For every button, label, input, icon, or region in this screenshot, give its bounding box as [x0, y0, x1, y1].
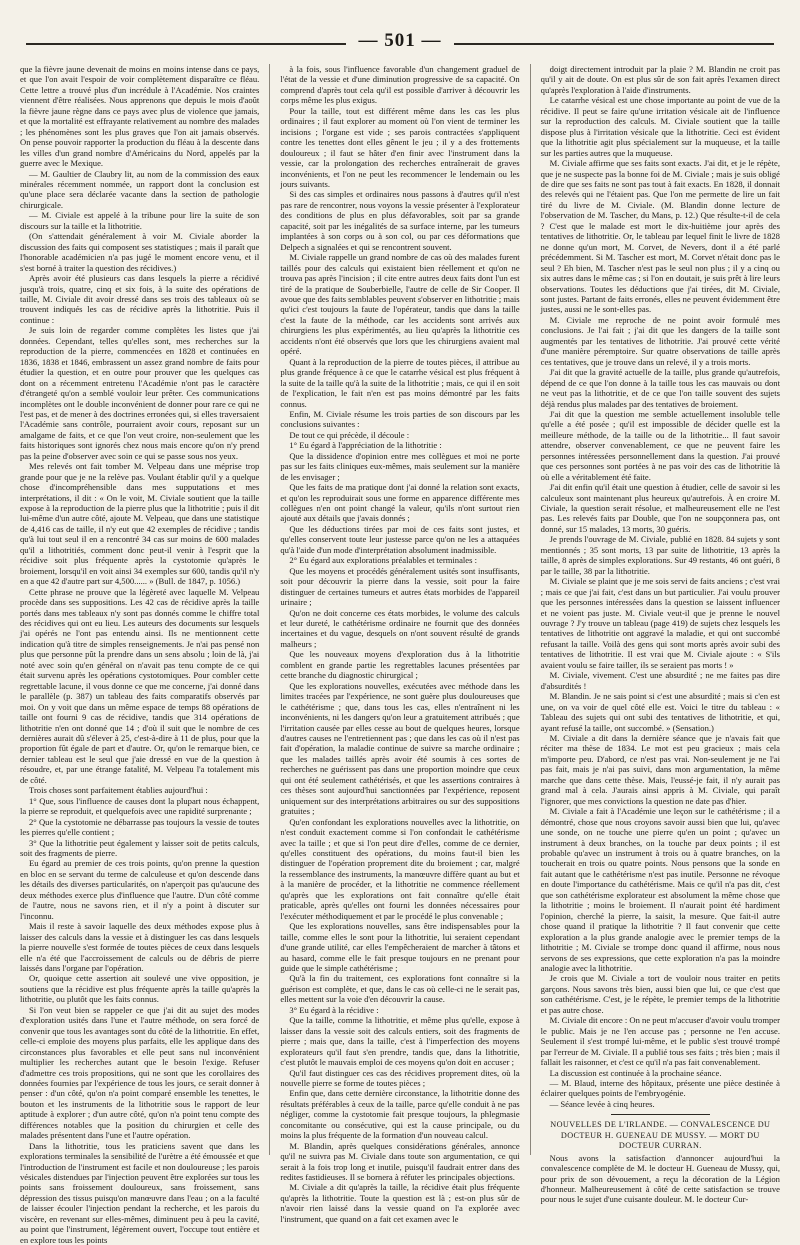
paragraph: M. Civiale a fait à l'Académie une leçon sur le cathétérisme ; il a démontré, chose que nous croyons savoir aussi bien que lui, qu'avec une sonde, on ne touche une pierre qu'en un point ; qu'avec un instrument à deux branches, on la touche par deux points ; il est probable qu'avec un instrument à trois ou à quatre branches, on la toucherait en trois ou quatre points. Nous pensons que la sonde en fait autant que le cathétérisme n'est pas inutile. Personne ne révoque en doute l'importance du cathétérisme. Mais ce qu'il n'a pas dit, c'est que son cathétérisme explorateur est absolument la même chose que la lithotritie ; moins le broiement. Il n'aurait point été hardiment l'opinion, cherché la pierre, la saisit, la mesure. Que fait-il autre chose quand il pratique la lithotritie ? Il faut convenir que cette exploration a la plus grande analogie avec le premier temps de la lithotritie ; M. Civiale se trompe donc quand il affirme, nous nous servons de ses expressions, que cette exploration n'a pas la moindre analogie avec la lithotritie. — [540, 806, 780, 973]
paragraph: Cette phrase ne prouve que la légèreté avec laquelle M. Velpeau procède dans ses suppositions. Les 42 cas de récidive après la taille portés dans mes tableaux n'y sont pas donnés comme le chiffre total des récidives qui ont eu lieu. Les auteurs des documents sur lesquels j'ai opérés ne l'ont pas entendu ainsi. Ils ne mentionnent cette indication qu'à titre de simples renseignements. Je n'ai pas pensé non plus que personne pût la prendre dans un sens absolu ; loin de là, j'ai noté avec soin qu'en général on n'avait pas tenu compte de ce qui était survenu après les opérations cystotomiques. Pour combler cette regrettable lacune, il vous donne ce que me concerne, j'ai donné dans le parallèle (p. 387) un tableau des faits comparatifs observés par moi. On y voit que dans un même espace de temps 88 opérations de taille ont fourni 9 cas de récidive, tandis que 314 opérations de lithotritie n'en ont donné que 14 ; d'où il suit que le nombre de ces dernières aurait dû s'élever à 25, c'est-à-dire à 11 de plus, pour que la proportion fût égale de part et d'autre. Or, qu'on le remarque bien, ce dernier tableau est le seul que j'aie dressé en vue de la question à résoudre, et, par une étrange fatalité, M. Velpeau l'a totalement mis de côté. — [20, 586, 260, 785]
column-right — [540, 64, 780, 1205]
paragraph: Mes relevés ont fait tomber M. Velpeau dans une méprise trop grande pour que je ne la relève pas. Voulant établir qu'il y a quelque chose d'incompréhensible dans mes supputations et mes interprétations, il dit : « On le voit, M. Civiale soutient que la taille expose à la reproduction de la pierre plus que la lithotritie ; puis il dit lui-même d'un autre côté, ajoute M. Velpeau, que dans une statistique de 4,416 cas de taille, il n'y eut que 42 exemples de récidive ; tandis qu'à lui tout seul il en a rencontré 34 cas sur moins de 600 malades qu'il a lithotritiés, comment donc peut-il venir à l'esprit que la récidive soit plus fréquente après la cystotomie qu'après le broiement, lorsqu'il en voit ainsi 34 exemples sur 600, tandis qu'il n'y en a que 42 d'autre part sur 4,500...... » (Bull. de 1847, p. 1056.) — [20, 461, 260, 587]
paragraph: Que les moyens et procédés généralement usités sont insuffisants, soit pour découvrir la pierre dans la vessie, soit pour la faire distinguer de certaines tumeurs et autres états morbides de l'appareil urinaire ; — [280, 565, 520, 608]
paragraph: J'ai dit que la gravité actuelle de la taille, plus grande qu'autrefois, dépend de ce que l'on donne à la taille tous les cas mauvais ou dont ne veut pas la lithotritie, et de ce que l'on taille souvent des sujets déjà rendus plus malades par des tentatives de broiement. — [540, 367, 780, 409]
paragraph: 1° Que, sous l'influence de causes dont la plupart nous échappent, la pierre se reproduit, et quelquefois avec une rapidité surprenante ; — [20, 795, 260, 817]
paragraph: J'ai dit enfin qu'il était une question à étudier, celle de savoir si les calculeux sont maintenant plus heureux qu'autrefois. À en croire M. Civiale, la question serait résolue, et malheureusement elle ne l'est pas. Les relevés faits par Double, que l'on ne soupçonnera pas, ont donné, sur 15 malades, 13 morts, 30 guéris. — [540, 482, 780, 534]
paragraph: Enfin que, dans cette dernière circonstance, la lithotritie donne des résultats préférables à ceux de la taille, parce qu'elle conduit à ne pas négliger, comme la cystotomie fait presque toujours, la phlegmasie concomitante ou consécutive, qui est la cause principale, ou du moins la plus fréquente de la formation d'un nouveau calcul. — [280, 1088, 520, 1141]
paragraph: M. Civiale affirme que ses faits sont exacts. J'ai dit, et je le répète, que je ne suspecte pas la bonne foi de M. Civiale ; mais je suis obligé de dire que ses faits ne sont pas tout à fait exacts. En 1828, il donnait des relevés qui ne l'étaient pas. Que l'on me permette de lire un fait tiré du livre de M. Civiale. (M. Blandin donne lecture de l'observation de M. Tascher, du Mans, p. 12.) Que résulte-t-il de cela ? C'est que le malade est mort le dix-huitième jour après des tentatives de lithotritie. Or, le tableau par lequel finit le livre de 1828 ne donne qu'un mort, M. Corvet, de Nevers, dont il a été parlé précédemment. Si M. Tascher est mort, M. Corvet n'était donc pas le seul ? Eh bien, M. Tascher n'est pas le seul non plus ; il y a cinq ou six autres dans le même cas ; si l'on en doutait, je suis prêt à lire leurs observations. Toutes les déductions que j'ai tirées, dit M. Civiale, sont justes. Partant de faits erronés, elles ne peuvent évidemment être justes, aussi ne le sont-elles pas. — [540, 158, 780, 315]
paragraph: J'ai dit que la question me semble actuellement insoluble telle qu'elle a été posée ; qu'il est impossible de décider quelle est la meilleure méthode, de la taille ou de la lithotritie... Il faut savoir attendre, observer convenablement, ce que ne peuvent faire les personnes intéressées personnellement dans la question. J'ai prouvé que ces personnes sont portées à ne pas voir des cas de lithotritie là où elle a véritablement été faite. — [540, 408, 780, 482]
paragraph: Que la taille, comme la lithotritie, et même plus qu'elle, expose à laisser dans la vessie soit des calculs entiers, soit des fragments de pierre ; mais que, dans la taille, c'est à l'imperfection des moyens explorateurs qu'il faut s'en prendre, tandis que, dans la lithotritie, c'est plutôt le mauvais emploi de ces moyens qu'on doit en accuser ; — [280, 1015, 520, 1068]
section-separator — [611, 1114, 710, 1115]
paragraph: Pour la taille, tout est différent même dans les cas les plus ordinaires ; il faut explorer au moment où l'on vient de terminer les incisions ; l'organe est vide ; ses parois contractées s'appliquent contre les tenettes dont elles gênent le jeu ; il y a des frottements douloureux ; il faut se hâter d'en finir avec l'instrument dans la vessie, car la prolongation des recherches entraînerait de graves inconvénients, et l'on ne peut les recommencer le lendemain ou les jours suivants. — [280, 105, 520, 189]
paragraph: Or, quoique cette assertion ait soulevé une vive opposition, je soutiens que la récidive est plus fréquente après la taille qu'après la lithotritie, ou plutôt que les faits connus. — [20, 973, 260, 1005]
paragraph: Dans la lithotritie, tous les praticiens savent que dans les explorations terminales la sensibilité de l'urètre a été émoussée et que l'introduction de l'instrument est facile et non douloureuse ; les parois vésicales distendues par l'injection peuvent être explorées sur tous les points sans froissement douloureux, sans froissement, sans dépression des tissus puisqu'on manœuvre dans l'eau ; on a la faculté de laisser écouler l'injection pendant la recherche, et les parois du viscère, en revenant sur elles-mêmes, diminuent peu à peu la cavité, au point que l'instrument, légèrement ouvert, l'occupe tout entière et en explore tous les points — [20, 1140, 260, 1245]
paragraph: M. Civiale a dit dans la dernière séance que je n'avais fait que réciter ma thèse de 1834. Le mot est peu gracieux ; mais cela m'importe peu. D'abord, ce n'est pas vrai. Non-seulement je ne l'ai pas fait, mais je n'ai pas suivi, dans mon argumentation, la même marche que dans cette thèse. Mais, l'eussé-je fait, il n'y aurait pas grand mal à cela. J'aurais ainsi appris à M. Civiale, qui paraît l'ignorer, que mes convictions la question ne date pas d'hier. — [540, 733, 780, 806]
paragraph: Si l'on veut bien se rappeler ce que j'ai dit au sujet des modes d'exploration usités dans l'une et l'autre méthode, on sera forcé de convenir que tous les avantages sont du côté de la lithotritie. En effet, celle-ci emploie des moyens plus parfaits, elle les applique dans des circonstances plus favorables et elle peut sans nul inconvénient multiplier les recherches autant que le besoin l'exige. Refuser d'admettre ces trois propositions, qui ne sont que les corollaires des données fournies par l'expérience de tous les jours, ce serait donner à penser : d'un côté, qu'on n'a point comparé ensemble les tenettes, le bouton et les instruments de la lithotritie sous le rapport de leur aptitude à explorer ; d'un autre côté, qu'on n'a point tenu compte des différences notables que la position du chirurgien et celle des malades présentent dans l'une et l'autre opération. — [20, 1004, 260, 1141]
text-columns — [20, 64, 780, 1245]
paragraph: 2° Que la cystotomie ne débarrasse pas toujours la vessie de toutes les pierres qu'elle contient ; — [20, 816, 260, 838]
paragraph: La discussion est continuée à la prochaine séance. — [549, 1067, 722, 1078]
paragraph: Après avoir été plusieurs cas dans lesquels la pierre a récidivé jusqu'à trois, quatre, cinq et six fois, à la suite des opérations de taille, M. Civiale dit avoir dressé dans ses trois des tableaux où se trouvent indiqués les cas de récidive après la lithotritie. Puis il continue : — [20, 273, 260, 325]
column-left — [20, 64, 260, 1245]
paragraph: M. Civiale a dit qu'après la taille, la récidive était plus fréquente qu'après la lithotritie. Toute la question est là ; est-on plus sûr de n'avoir rien laissé dans la vessie quand on l'a explorée avec l'instrument, que quand on a fait cet examen avec le — [280, 1182, 520, 1224]
column-middle — [280, 64, 520, 1224]
paragraph: M. Civiale, vivement. C'est une absurdité ; ne me faites pas dire d'absurdités ! — [540, 670, 780, 691]
paragraph: Je prends l'ouvrage de M. Civiale, publié en 1828. 84 sujets y sont mentionnés ; 35 sont morts, 13 par suite de lithotritie, 13 après la taille, 8 après de simples explorations. Sur 49 restants, 46 ont guéri, 8 par le taille, 38 par la lithotritie. — [540, 534, 780, 576]
paragraph: — M. Civiale est appelé à la tribune pour lire la suite de son discours sur la taille et la lithotritie. — [20, 210, 260, 231]
paragraph: Que la dissidence d'opinion entre mes collègues et moi ne porte pas sur les faits cliniques eux-mêmes, mais seulement sur la manière de les envisager ; — [280, 450, 520, 482]
paragraph: Je suis loin de regarder comme complètes les listes que j'ai données. Cependant, telles qu'elles sont, mes recherches sur la reproduction de la pierre, commencées en 1828 et continuées en 1836, 1838 et 1846, embrassent un assez grand nombre de faits pour étudier la question, et en outre pour prouver que les quelques cas dont on a récemment entretenu l'Académie n'ont pas le caractère d'étrangeté qu'on a semblé vouloir leur prêter. Ces communications incomplètes ont le double inconvénient de donner pour rare ce qui ne l'est pas, et de mener à des doctrines erronées qui, si elles traversaient l'Académie sans contrôle, pourraient avoir cours, reposant sur un amalgame de faits, et ce que l'on veut croire, non-seulement que les faits historiques sont ignorés chez nous mais encore qu'on n'y prend pas la peine d'observer avec soin ce qui se passe sous nos yeux. — [20, 325, 260, 461]
header-rule-right — [454, 43, 774, 45]
paragraph: Si des cas simples et ordinaires nous passons à d'autres qu'il n'est pas rare de rencontrer, nous voyons la vessie présenter à l'explorateur des conditions de plus en plus défavorables, soit par sa grande capacité, soit par les inégalités de sa surface interne, par les tumeurs implantées à son corps ou à son col, ou par ces déformations que Delpech a signalées et qui se rencontrent souvent. — [280, 189, 520, 252]
paragraph: Trois choses sont parfaitement établies aujourd'hui : — [29, 785, 208, 796]
paragraph: — M. Blaud, interne des hôpitaux, présente une pièce destinée à éclairer quelques points de l'embryogénie. — [540, 1077, 780, 1099]
news-section-title: NOUVELLES DE L'IRLANDE. — CONVALESCENCE DU DOCTEUR H. GUENEAU DE MUSSY. — MORT DU DOCTEUR CURRAN. — [550, 1120, 771, 1151]
paragraph: M. Civiale me reproche de ne point avoir formulé mes conclusions. Je l'ai fait ; j'ai dit que les dangers de la taille sont augmentés par les tentatives de lithotritie. J'ai prouvé cette vérité d'une manière péremptoire. Sur quatre observations de taille après ces tentatives, que je trouve dans un relevé, il y a trois morts. — [540, 314, 780, 367]
paragraph: — M. Gaultier de Claubry lit, au nom de la commission des eaux minérales récemment nommée, un rapport dont la conclusion est qu'une place sera déclarée vacante dans la section de pathologie chirurgicale. — [20, 168, 260, 210]
column-divider — [530, 64, 531, 1155]
paragraph: Que les déductions tirées par moi de ces faits sont justes, et qu'elles conservent toute leur justesse parce qu'on ne les a attaquées qu'à l'aide d'un mode d'interprétation absolument inadmissible. — [280, 523, 520, 555]
paragraph: Qu'il faut distinguer ces cas des récidives proprement dites, où la nouvelle pierre se forme de toutes pièces ; — [280, 1067, 520, 1088]
paragraph: Que les explorations nouvelles, exécutées avec méthode dans les limites tracées par l'expérience, ne sont guère plus douloureuses que le cathétérisme ; que, dans tous les cas, elles n'entraînent ni les inconvénients, ni les dangers qu'on leur a gratuitement attribués ; que l'irritation causée par elles cesse au bout de quelques heures, lorsque d'autres causes ne l'entretiennent pas ; que dans les cas où il n'est pas fait d'opération, la maladie continue de suivre sa marche ordinaire ; que les malades taillés après avoir été soumis à ces sortes de recherches ne guérissent pas dans une proportion moindre que ceux qui ont été seulement cathétérisés, et que les assertions contraires à ces thèses sont aujourd'hui sanctionnées par l'expérience, reposent uniquement sur des interprétations arbitraires ou sur des suppositions gratuites ; — [280, 680, 520, 817]
paragraph: Qu'on ne doit concerne ces états morbides, le volume des calculs et leur dureté, le cathétérisme ordinaire ne fournit que des données incertaines et du vague, desquels on n'ont souvent résulté de grands malheurs ; — [280, 607, 520, 649]
paragraph: M. Blandin. Je ne sais point si c'est une absurdité ; mais si c'en est une, on va voir de quel côté elle est. Voici le titre du tableau : « Tableau des sujets qui ont subi des tentatives de lithotritie, et qui, ayant refusé la taille, ont succombé. » (Sensation.) — [540, 691, 780, 733]
paragraph: Que les nouveaux moyens d'exploration dus à la lithotritie comblent en grande partie les regrettables lacunes présentées par cette branche du diagnostic chirurgical ; — [280, 649, 520, 681]
page-header — [26, 30, 774, 56]
page-number: — 501 — — [358, 30, 442, 51]
paragraph: Enfin, M. Civiale résume les trois parties de son discours par les conclusions suivantes : — [280, 408, 520, 430]
paragraph: Quant à la reproduction de la pierre de toutes pièces, il attribue au plus grande fréquence à ce que le catarrhe vésical est plus fréquent à la suite de la taille qu'à la suite de la lithotritie ; mais, ce qui il en soit de l'explication, le fait n'en est pas moins démontré par les faits connus. — [280, 356, 520, 409]
paragraph: 2° Eu égard aux explorations préalables et terminales : — [289, 555, 477, 566]
paragraph: M. Civiale rappelle un grand nombre de cas où des malades furent taillés pour des calculs qui existaient bien réellement et qu'on ne trouva pas après l'incision ; il cite entre autres deux faits dont l'un est tiré de la pratique de Souberbielle, l'autre de celle de Sir Cooper. Il avoue que des faits semblables peuvent s'observer en lithotritie ; mais qu'ici c'est toujours la faute de l'opérateur, tandis que dans la taille c'est la faute de la méthode, car les accidents sont arrivés aux chirurgiens les plus expérimentés, au lieu qu'après la lithotritie ces accidents n'ont été observés que lors que les chirurgiens avaient mal opéré. — [280, 252, 520, 357]
paragraph: doigt directement introduit par la plaie ? M. Blandin ne croit pas qu'il y ait de doute. On est plus sûr de son fait après l'examen direct qu'après l'exploration à l'aide d'instruments. — [540, 64, 780, 95]
paragraph: 3° Eu égard à la récidive : — [289, 1004, 379, 1015]
paragraph: que la fièvre jaune devenait de moins en moins intense dans ce pays, et que l'on avait l'espoir de voir complètement disparaître ce fléau. Cette lettre a trouvé plus d'un incrédule à l'Académie. Nos craintes viennent d'être réalisées. Nous apprenons que depuis le mois d'août la fièvre jaune règne dans ce pays avec plus de violence que jamais, et que la mortalité est effrayante relativement au nombre des malades ; les phénomènes sont les plus graves que l'on ait jamais observés. On pense pouvoir rapporter la production du fléau à la descente dans les villes d'un grand nombre d'Américains du Nord, appelés par la guerre avec le Mexique. — [20, 64, 260, 169]
paragraph: Que les faits de ma pratique dont j'ai donné la relation sont exacts, et qu'on les reproduirait sous une forme en apparence différente mes collègues n'en ont point changé la valeur, qu'ils n'ont surtout rien ajouté aux détails que j'avais donnés ; — [280, 482, 520, 524]
paragraph: 3° Que la lithotritie peut également y laisser soit de petits calculs, soit des fragments de pierre. — [20, 837, 260, 858]
paragraph: à la fois, sous l'influence favorable d'un changement graduel de l'état de la vessie et d'une diminution progressive de sa capacité. On comprend d'après tout cela qu'il est possible d'arriver à découvrir les corps même les plus exigus. — [280, 64, 520, 106]
paragraph: De tout ce qui précède, il découle : — [289, 429, 410, 440]
news-paragraph: Nous avons la satisfaction d'annoncer aujourd'hui la convalescence complète de M. le docteur H. Gueneau de Mussy, qui, pour prix de son dévouement, a reçu la décoration de la Légion d'honneur. Malheureusement à côté de cette satisfaction se trouve pour nous le sujet d'une cuisante douleur. M. le docteur Cur- — [540, 1152, 780, 1205]
paragraph: 1° Eu égard à l'appréciation de la lithotritie : — [289, 440, 442, 451]
paragraph: Qu'à la fin du traitement, ces explorations font connaître si la guérison est complète, et que, dans le cas où celle-ci ne le serait pas, elles mettent sur la voie d'en découvrir la cause. — [280, 973, 520, 1005]
column-divider — [269, 64, 270, 1155]
paragraph: Mais il reste à savoir laquelle des deux méthodes expose plus à laisser des calculs dans la vessie et à distinguer les cas dans lesquels la pierre nouvelle s'est formée de toutes pièces de ceux dans lesquels elle n'a été que l'accroissement de calculs ou de débris de pierre laissés dans l'organe par l'opération. — [20, 921, 260, 973]
column-right-body — [541, 64, 780, 1109]
paragraph: — Séance levée à cinq heures. — [549, 1098, 655, 1109]
paragraph: Le catarrhe vésical est une chose importante au point de vue de la récidive. Il peut se faire qu'une irritation vésicale ait de l'influence sur la reproduction des calculs. M. Civiale soutient que la taille dispose plus à l'irritation vésicale que la lithotritie. Ceci est évident que la lithotritie agit plus spécialement sur la muqueuse, et la taille sur les parties autres que la muqueuse. — [540, 95, 780, 158]
paragraph: M. Civiale se plaint que je me sois servi de faits anciens ; c'est vrai ; mais ce que j'ai fait, c'est dans un but particulier. J'ai voulu prouver que les personnes intéressées dans la question se laissent influencer et ne voient pas juste. M. Civiale veut-il que je prenne le nouvel ouvrage ? J'y trouve un tableau (page 419) de sujets chez lesquels les tentatives de lithotritie ont aggravé la maladie, et qui ont succombé refusant la taille. Voilà des gens qui sont morts après avoir subi des tentatives de lithotritie. Il est vrai que M. Civiale ajoute : « S'ils avaient voulu se faire tailler, ils se seraient pas morts ! » — [540, 576, 780, 670]
paragraph: Que les explorations nouvelles, sans être indispensables pour la taille, comme elles le sont pour la lithotritie, lui seraient cependant d'une grande utilité, car elles l'empêcheraient de marcher à tâtons et au hasard, comme elle le fait presque toujours en ne prenant pour guide que le simple cathétérisme ; — [280, 921, 520, 973]
paragraph: M. Blandin, après quelques considérations générales, annonce qu'il ne suivra pas M. Civiale dans toute son argumentation, ce qui serait à la fois trop long et inutile, puisqu'il faudrait entrer dans des redites fastidieuses. Il se bornera à réfuter les principales objections. — [280, 1140, 520, 1183]
paragraph: M. Civiale dit encore : On ne peut m'accuser d'avoir voulu tromper le public. Mais je ne l'en accuse pas ; personne ne l'en accuse. Seulement il s'est trompé lui-même, et le public s'est trouvé trompé par l'erreur de M. Civiale. Il a publié tous ses faits ; très bien ; mais il fallait les raisonner, et c'est ce qu'il n'a pas fait convenablement. — [540, 1015, 780, 1068]
paragraph: Qu'en confondant les explorations nouvelles avec la lithotritie, on n'est conduit exactement comme si l'on confondait le cathétérisme avec la taille ; et que si l'on peut dire d'elles, comme de ce dernier, qu'elles constituent des opérations, du moins faut-il bien les distinguer de l'opération proprement dite du broiement ; car, malgré la ressemblance des instruments, la manœuvre diffère quant au but et à la manière de procéder, et la lithotritie ne commence réellement qu'après que les explorations ont fait connaître qu'elle était praticable, après qu'elles ont fourni les données nécessaires pour l'exécuter méthodiquement et par le procédé le plus convenable ; — [280, 816, 520, 921]
paragraph: Eu égard au premier de ces trois points, qu'on prenne la question en bloc en se servant du terme de calculeuse et qu'on descende dans les détails des diverses particularités, on n'aperçoit pas qu'aucune des deux méthodes exerce plus d'influence que l'autre. D'un côté comme de l'autre, nous ne savons rien, et il n'y a point à discuter sur l'inconnu. — [20, 858, 260, 921]
paragraph: (On s'attendait généralement à voir M. Civiale aborder la discussion des faits qui composent ses statistiques ; mais il paraît que l'honorable académicien n'a pas jugé le moment encore venu, et il s'est borné à traiter la question des récidives.) — [20, 231, 260, 273]
paragraph: Je crois que M. Civiale a tort de vouloir nous traiter en petits garçons. Nous savons très bien, aussi bien que lui, ce que c'est que son cathétérisme. C'est, je le répète, le premier temps de la lithotritie et pas autre chose. — [540, 973, 780, 1015]
